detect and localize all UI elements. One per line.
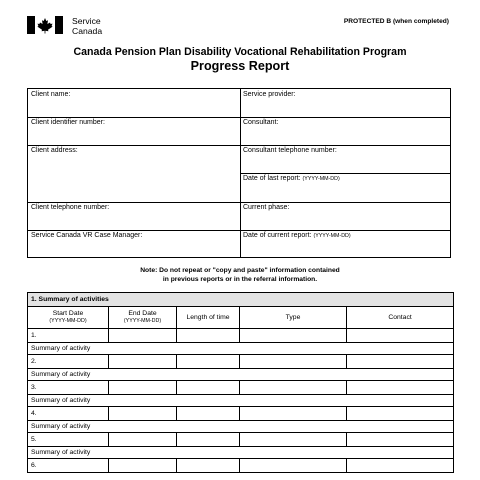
dept-name-line2: Canada	[72, 26, 103, 36]
row-length[interactable]	[177, 355, 240, 369]
table-row	[28, 407, 454, 421]
case-manager-label: Service Canada VR Case Manager:	[31, 232, 143, 239]
client-address-field[interactable]	[28, 145, 240, 202]
client-phone-field[interactable]	[28, 202, 240, 230]
row-end-date[interactable]	[109, 407, 177, 421]
col-end-date: End Date (YYYY-MM-DD)	[109, 307, 177, 329]
row-start-date[interactable]: 4.	[28, 407, 109, 421]
client-id-label: Client identifier number:	[31, 119, 105, 126]
row-type[interactable]	[240, 381, 347, 395]
summary-row[interactable]: Summary of activity	[28, 447, 454, 459]
table-row	[28, 459, 454, 473]
canada-flag-icon	[27, 16, 63, 34]
client-name-label: Client name:	[31, 91, 71, 98]
consultant-field[interactable]	[240, 117, 450, 145]
row-end-date[interactable]	[109, 355, 177, 369]
row-type[interactable]	[240, 407, 347, 421]
consultant-label: Consultant:	[243, 119, 279, 126]
row-start-date[interactable]: 2.	[28, 355, 109, 369]
row-length[interactable]	[177, 433, 240, 447]
service-provider-field[interactable]	[240, 89, 450, 117]
row-type[interactable]	[240, 433, 347, 447]
row-length[interactable]	[177, 329, 240, 343]
row-contact[interactable]	[347, 381, 454, 395]
date-format-hint: (YYYY-MM-DD)	[302, 176, 340, 182]
date-current-report-field[interactable]	[240, 230, 450, 258]
col-contact: Contact	[347, 307, 454, 329]
case-manager-field[interactable]	[28, 230, 240, 258]
client-name-field[interactable]	[28, 89, 240, 117]
client-info-table	[27, 88, 451, 258]
row-start-date[interactable]: 1.	[28, 329, 109, 343]
protected-label: PROTECTED B (when completed)	[343, 18, 449, 25]
date-current-report-label: Date of current report:	[243, 232, 312, 239]
row-end-date[interactable]	[109, 433, 177, 447]
note-line1: Note: Do not repeat or "copy and paste" information contained	[140, 267, 340, 274]
row-type[interactable]	[240, 329, 347, 343]
row-type[interactable]	[240, 355, 347, 369]
row-start-date[interactable]: 3.	[28, 381, 109, 395]
form-title: Canada Pension Plan Disability Vocational Rehabilitation Program	[73, 46, 407, 58]
section-header: 1. Summary of activities	[28, 293, 454, 307]
col-type: Type	[240, 307, 347, 329]
instruction-note	[0, 266, 480, 284]
row-type[interactable]	[240, 459, 347, 473]
row-end-date[interactable]	[109, 381, 177, 395]
summary-row[interactable]: Summary of activity	[28, 395, 454, 407]
row-contact[interactable]	[347, 355, 454, 369]
department-wordmark	[72, 16, 102, 36]
col-start-date: Start Date (YYYY-MM-DD)	[28, 307, 109, 329]
consultant-phone-label: Consultant telephone number:	[243, 147, 337, 154]
row-contact[interactable]	[347, 407, 454, 421]
client-id-field[interactable]	[28, 117, 240, 145]
row-contact[interactable]	[347, 329, 454, 343]
row-contact[interactable]	[347, 459, 454, 473]
service-provider-label: Service provider:	[243, 91, 296, 98]
table-row	[28, 329, 454, 343]
client-address-label: Client address:	[31, 147, 78, 154]
summary-row[interactable]: Summary of activity	[28, 343, 454, 355]
table-row	[28, 381, 454, 395]
row-start-date[interactable]: 5.	[28, 433, 109, 447]
table-row	[28, 355, 454, 369]
summary-row[interactable]: Summary of activity	[28, 421, 454, 433]
date-last-report-label: Date of last report:	[243, 175, 301, 182]
current-phase-label: Current phase:	[243, 204, 290, 211]
form-subtitle: Progress Report	[190, 59, 290, 73]
dept-name-line1: Service	[72, 16, 101, 26]
date-format-hint: (YYYY-MM-DD)	[313, 233, 351, 239]
row-contact[interactable]	[347, 433, 454, 447]
row-start-date[interactable]: 6.	[28, 459, 109, 473]
summary-row[interactable]: Summary of activity	[28, 369, 454, 381]
activities-table	[27, 292, 454, 473]
client-phone-label: Client telephone number:	[31, 204, 110, 211]
col-length: Length of time	[177, 307, 240, 329]
row-length[interactable]	[177, 407, 240, 421]
row-end-date[interactable]	[109, 459, 177, 473]
consultant-phone-field[interactable]	[240, 145, 450, 173]
row-end-date[interactable]	[109, 329, 177, 343]
note-line2: in previous reports or in the referral information.	[162, 276, 318, 283]
date-last-report-field[interactable]	[240, 173, 450, 202]
current-phase-field[interactable]	[240, 202, 450, 230]
column-headers	[28, 307, 454, 329]
table-row	[28, 433, 454, 447]
row-length[interactable]	[177, 459, 240, 473]
row-length[interactable]	[177, 381, 240, 395]
